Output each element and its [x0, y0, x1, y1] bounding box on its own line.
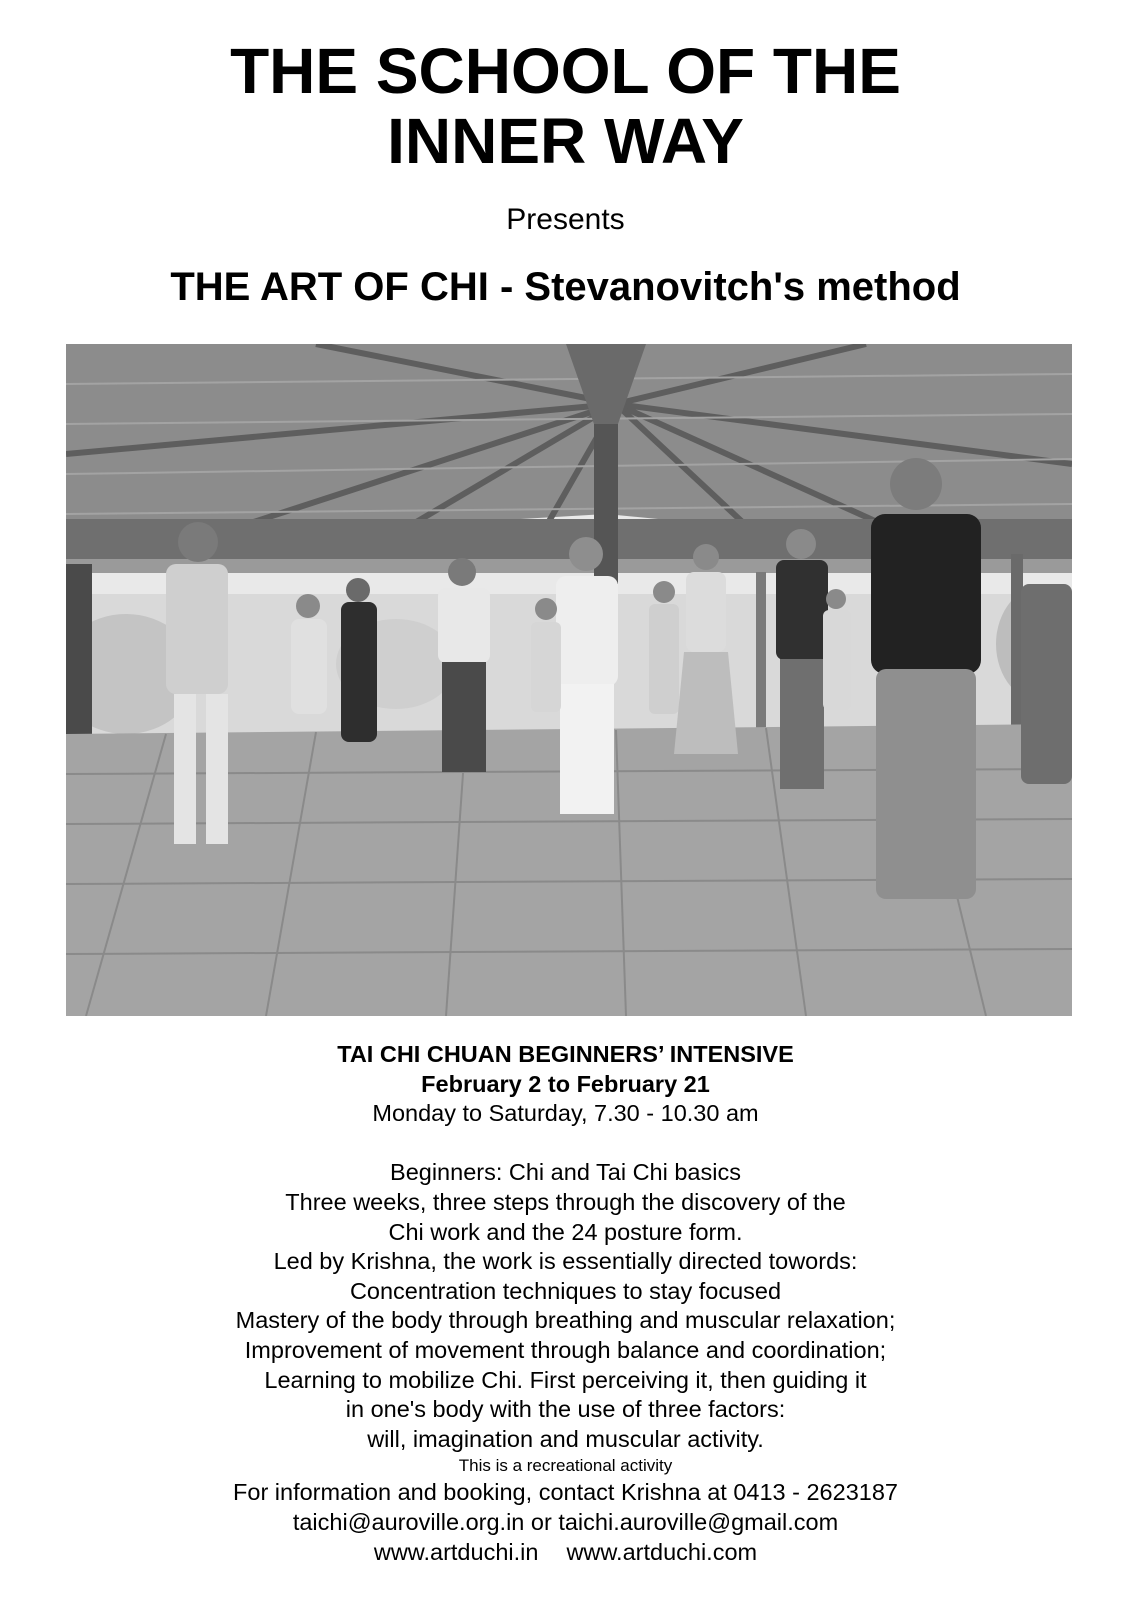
- presents-text: Presents: [506, 203, 625, 236]
- description-line: Chi work and the 24 posture form.: [388, 1218, 743, 1245]
- tai-chi-class-photo: [66, 344, 1072, 1016]
- course-info: [0, 1040, 1131, 1567]
- description-line: Learning to mobilize Chi. First perceiving it, then guiding it: [264, 1366, 867, 1393]
- contact-line: For information and booking, contact Krishna at 0413 - 2623187: [233, 1479, 898, 1506]
- description-line: Concentration techniques to stay focused: [349, 1277, 782, 1304]
- description-line: Three weeks, three steps through the discovery of the: [285, 1188, 846, 1215]
- description-line: Led by Krishna, the work is essentially directed towords:: [273, 1248, 858, 1275]
- description-line: Mastery of the body through breathing and muscular relaxation;: [235, 1307, 896, 1334]
- course-schedule: Monday to Saturday, 7.30 - 10.30 am: [372, 1100, 759, 1127]
- recreational-note: This is a recreational activity: [458, 1456, 673, 1476]
- description-line: Improvement of movement through balance and coordination;: [244, 1336, 887, 1363]
- title-line-2: INNER WAY: [387, 105, 744, 177]
- contact-emails: taichi@auroville.org.in or taichi.auroville@gmail.com: [292, 1508, 839, 1535]
- description-line: in one's body with the use of three factors:: [345, 1396, 786, 1423]
- title-line-1: THE SCHOOL OF THE: [230, 35, 901, 107]
- course-dates: February 2 to February 21: [421, 1070, 710, 1097]
- contact-websites: [0, 1538, 1131, 1568]
- description-line: Beginners: Chi and Tai Chi basics: [390, 1159, 741, 1186]
- course-name: TAI CHI CHUAN BEGINNERS’ INTENSIVE: [337, 1041, 794, 1067]
- website-link-in[interactable]: www.artduchi.in: [373, 1538, 539, 1565]
- subtitle: THE ART OF CHI - Stevanovitch's method: [170, 265, 961, 309]
- website-link-com[interactable]: www.artduchi.com: [566, 1538, 758, 1565]
- description-line: will, imagination and muscular activity.: [367, 1425, 764, 1452]
- spacer: [0, 1129, 1131, 1159]
